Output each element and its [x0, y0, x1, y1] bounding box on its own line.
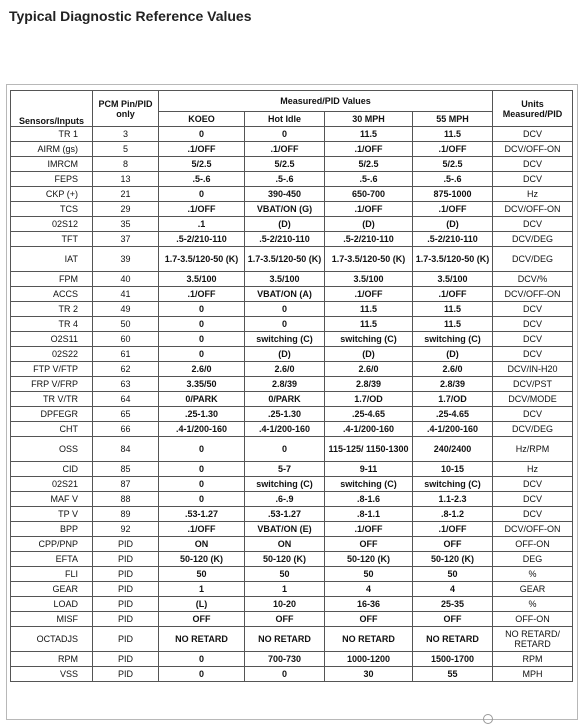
value-cell: .5-2/210-110: [413, 232, 493, 247]
pin-cell: PID: [93, 612, 159, 627]
pin-cell: PID: [93, 537, 159, 552]
pin-cell: PID: [93, 652, 159, 667]
sensor-name-cell: 02S22: [11, 347, 93, 362]
value-cell: 25-35: [413, 597, 493, 612]
page-title: Typical Diagnostic Reference Values: [9, 8, 252, 24]
value-cell: 50-120 (K): [245, 552, 325, 567]
value-cell: 11.5: [413, 127, 493, 142]
value-cell: NO RETARD: [413, 627, 493, 652]
value-cell: 50-120 (K): [159, 552, 245, 567]
header-koeo: KOEO: [159, 112, 245, 127]
value-cell: 2.6/0: [325, 362, 413, 377]
table-row: [11, 202, 573, 217]
value-cell: .1/OFF: [159, 522, 245, 537]
value-cell: 0: [245, 127, 325, 142]
value-cell: .1/OFF: [245, 142, 325, 157]
units-cell: DCV: [493, 347, 573, 362]
value-cell: 1.7-3.5/120-50 (K): [413, 247, 493, 272]
value-cell: switching (C): [413, 477, 493, 492]
units-cell: OFF-ON: [493, 537, 573, 552]
value-cell: 1: [159, 582, 245, 597]
units-cell: DCV/OFF-ON: [493, 142, 573, 157]
table-row: [11, 522, 573, 537]
value-cell: .25-1.30: [159, 407, 245, 422]
value-cell: .4-1/200-160: [325, 422, 413, 437]
value-cell: ON: [245, 537, 325, 552]
sensor-name-cell: FRP V/FRP: [11, 377, 93, 392]
pin-cell: 62: [93, 362, 159, 377]
pin-cell: 3: [93, 127, 159, 142]
pin-cell: 88: [93, 492, 159, 507]
value-cell: 50: [159, 567, 245, 582]
value-cell: .53-1.27: [245, 507, 325, 522]
value-cell: 3.5/100: [413, 272, 493, 287]
sensor-name-cell: TFT: [11, 232, 93, 247]
table-row: [11, 652, 573, 667]
header-measured: Measured/PID Values: [159, 91, 493, 112]
value-cell: 5-7: [245, 462, 325, 477]
value-cell: 0: [159, 477, 245, 492]
table-body: [11, 127, 573, 682]
value-cell: (D): [413, 347, 493, 362]
sensor-name-cell: TR 4: [11, 317, 93, 332]
pin-cell: 21: [93, 187, 159, 202]
header-units: Units Measured/PID: [493, 91, 573, 127]
table-row: [11, 272, 573, 287]
value-cell: 0: [159, 317, 245, 332]
value-cell: .1/OFF: [325, 202, 413, 217]
sensor-name-cell: CPP/PNP: [11, 537, 93, 552]
value-cell: VBAT/ON (A): [245, 287, 325, 302]
table-row: [11, 537, 573, 552]
units-cell: MPH: [493, 667, 573, 682]
value-cell: 11.5: [325, 302, 413, 317]
sensor-name-cell: OCTADJS: [11, 627, 93, 652]
value-cell: 11.5: [325, 127, 413, 142]
value-cell: 2.8/39: [245, 377, 325, 392]
value-cell: .1/OFF: [325, 142, 413, 157]
value-cell: .5-.6: [413, 172, 493, 187]
sensor-name-cell: FEPS: [11, 172, 93, 187]
value-cell: switching (C): [245, 477, 325, 492]
value-cell: 700-730: [245, 652, 325, 667]
units-cell: DCV: [493, 492, 573, 507]
table-row: [11, 407, 573, 422]
pin-cell: PID: [93, 552, 159, 567]
units-cell: DCV: [493, 317, 573, 332]
units-cell: DCV: [493, 157, 573, 172]
value-cell: .8-1.2: [413, 507, 493, 522]
pin-cell: 65: [93, 407, 159, 422]
value-cell: OFF: [325, 537, 413, 552]
value-cell: (D): [245, 217, 325, 232]
value-cell: .1/OFF: [413, 287, 493, 302]
sensor-name-cell: 02S21: [11, 477, 93, 492]
value-cell: .1/OFF: [159, 142, 245, 157]
value-cell: 4: [325, 582, 413, 597]
value-cell: 0: [159, 332, 245, 347]
header-30mph: 30 MPH: [325, 112, 413, 127]
pin-cell: 13: [93, 172, 159, 187]
pin-cell: 41: [93, 287, 159, 302]
value-cell: 0: [159, 302, 245, 317]
pin-cell: 63: [93, 377, 159, 392]
sensor-name-cell: TR 1: [11, 127, 93, 142]
value-cell: (D): [325, 217, 413, 232]
units-cell: DCV: [493, 217, 573, 232]
sensor-name-cell: FLI: [11, 567, 93, 582]
value-cell: VBAT/ON (G): [245, 202, 325, 217]
table-row: [11, 127, 573, 142]
units-cell: DCV/OFF-ON: [493, 202, 573, 217]
value-cell: .4-1/200-160: [159, 422, 245, 437]
sensor-name-cell: ACCS: [11, 287, 93, 302]
sensor-name-cell: OSS: [11, 437, 93, 462]
table-row: [11, 172, 573, 187]
value-cell: 11.5: [325, 317, 413, 332]
units-cell: Hz: [493, 462, 573, 477]
value-cell: 0: [245, 317, 325, 332]
units-cell: %: [493, 597, 573, 612]
value-cell: .25-4.65: [325, 407, 413, 422]
pin-cell: 35: [93, 217, 159, 232]
value-cell: 5/2.5: [325, 157, 413, 172]
value-cell: 5/2.5: [413, 157, 493, 172]
sensor-name-cell: CHT: [11, 422, 93, 437]
units-cell: RPM: [493, 652, 573, 667]
table-row: [11, 667, 573, 682]
table-row: [11, 377, 573, 392]
table-row: [11, 612, 573, 627]
value-cell: 0: [245, 437, 325, 462]
sensor-name-cell: LOAD: [11, 597, 93, 612]
value-cell: 1.1-2.3: [413, 492, 493, 507]
pin-cell: 85: [93, 462, 159, 477]
units-cell: DCV: [493, 172, 573, 187]
value-cell: 240/2400: [413, 437, 493, 462]
value-cell: 1.7/OD: [413, 392, 493, 407]
value-cell: 1.7/OD: [325, 392, 413, 407]
pin-cell: 39: [93, 247, 159, 272]
table-row: [11, 582, 573, 597]
value-cell: 1000-1200: [325, 652, 413, 667]
units-cell: Hz: [493, 187, 573, 202]
table-row: [11, 552, 573, 567]
table-row: [11, 362, 573, 377]
reference-values-table: [10, 90, 573, 682]
value-cell: 0/PARK: [159, 392, 245, 407]
value-cell: 2.8/39: [413, 377, 493, 392]
header-hot-idle: Hot Idle: [245, 112, 325, 127]
value-cell: 1.7-3.5/120-50 (K): [325, 247, 413, 272]
value-cell: .1/OFF: [325, 287, 413, 302]
table-row: [11, 392, 573, 407]
value-cell: 11.5: [413, 317, 493, 332]
units-cell: NO RETARD/ RETARD: [493, 627, 573, 652]
value-cell: 3.5/100: [325, 272, 413, 287]
pin-cell: 49: [93, 302, 159, 317]
table-row: [11, 507, 573, 522]
value-cell: 30: [325, 667, 413, 682]
pin-cell: 64: [93, 392, 159, 407]
value-cell: 16-36: [325, 597, 413, 612]
value-cell: 0: [159, 127, 245, 142]
value-cell: 2.8/39: [325, 377, 413, 392]
sensor-name-cell: GEAR: [11, 582, 93, 597]
value-cell: (D): [325, 347, 413, 362]
units-cell: DCV/DEG: [493, 232, 573, 247]
value-cell: .4-1/200-160: [245, 422, 325, 437]
table-row: [11, 157, 573, 172]
value-cell: .1/OFF: [159, 202, 245, 217]
sensor-name-cell: TP V: [11, 507, 93, 522]
value-cell: .1: [159, 217, 245, 232]
table-row: [11, 317, 573, 332]
value-cell: switching (C): [325, 332, 413, 347]
units-cell: OFF-ON: [493, 612, 573, 627]
pin-cell: PID: [93, 667, 159, 682]
sensor-name-cell: FPM: [11, 272, 93, 287]
value-cell: 2.6/0: [159, 362, 245, 377]
sensor-name-cell: CID: [11, 462, 93, 477]
value-cell: 50: [245, 567, 325, 582]
units-cell: DCV: [493, 407, 573, 422]
units-cell: DCV/IN-H20: [493, 362, 573, 377]
value-cell: 1: [245, 582, 325, 597]
value-cell: NO RETARD: [245, 627, 325, 652]
pin-cell: PID: [93, 582, 159, 597]
sensor-name-cell: DPFEGR: [11, 407, 93, 422]
units-cell: DCV/OFF-ON: [493, 287, 573, 302]
value-cell: .5-2/210-110: [245, 232, 325, 247]
value-cell: 115-125/ 1150-1300: [325, 437, 413, 462]
sensor-name-cell: AIRM (gs): [11, 142, 93, 157]
value-cell: OFF: [325, 612, 413, 627]
sensor-name-cell: IAT: [11, 247, 93, 272]
sensor-name-cell: VSS: [11, 667, 93, 682]
pin-cell: 84: [93, 437, 159, 462]
scroll-indicator-icon: [483, 714, 493, 724]
units-cell: DCV: [493, 332, 573, 347]
value-cell: (D): [245, 347, 325, 362]
pin-cell: PID: [93, 597, 159, 612]
value-cell: .25-4.65: [413, 407, 493, 422]
units-cell: DCV: [493, 477, 573, 492]
value-cell: 10-15: [413, 462, 493, 477]
table-row: [11, 232, 573, 247]
value-cell: 0: [245, 302, 325, 317]
table-row: [11, 477, 573, 492]
units-cell: DCV: [493, 507, 573, 522]
units-cell: %: [493, 567, 573, 582]
sensor-name-cell: TR V/TR: [11, 392, 93, 407]
pin-cell: PID: [93, 567, 159, 582]
pin-cell: 8: [93, 157, 159, 172]
value-cell: VBAT/ON (E): [245, 522, 325, 537]
value-cell: 50-120 (K): [325, 552, 413, 567]
value-cell: 390-450: [245, 187, 325, 202]
value-cell: 3.5/100: [245, 272, 325, 287]
value-cell: .8-1.6: [325, 492, 413, 507]
table-row: [11, 437, 573, 462]
value-cell: 5/2.5: [159, 157, 245, 172]
table-row: [11, 422, 573, 437]
value-cell: .1/OFF: [325, 522, 413, 537]
table-row: [11, 302, 573, 317]
value-cell: 0: [159, 187, 245, 202]
header-55mph: 55 MPH: [413, 112, 493, 127]
sensor-name-cell: BPP: [11, 522, 93, 537]
value-cell: .5-.6: [245, 172, 325, 187]
pin-cell: 50: [93, 317, 159, 332]
value-cell: 4: [413, 582, 493, 597]
pin-cell: 61: [93, 347, 159, 362]
value-cell: 0: [159, 492, 245, 507]
value-cell: 5/2.5: [245, 157, 325, 172]
value-cell: 1.7-3.5/120-50 (K): [159, 247, 245, 272]
value-cell: 0: [159, 462, 245, 477]
units-cell: Hz/RPM: [493, 437, 573, 462]
value-cell: 0/PARK: [245, 392, 325, 407]
value-cell: 0: [245, 667, 325, 682]
value-cell: .25-1.30: [245, 407, 325, 422]
value-cell: 2.6/0: [413, 362, 493, 377]
units-cell: DCV/MODE: [493, 392, 573, 407]
value-cell: (D): [413, 217, 493, 232]
table-row: [11, 492, 573, 507]
table-row: [11, 247, 573, 272]
units-cell: DEG: [493, 552, 573, 567]
value-cell: 0: [159, 652, 245, 667]
value-cell: 3.35/50: [159, 377, 245, 392]
sensor-name-cell: O2S11: [11, 332, 93, 347]
value-cell: 3.5/100: [159, 272, 245, 287]
pin-cell: 60: [93, 332, 159, 347]
pin-cell: PID: [93, 627, 159, 652]
units-cell: DCV/PST: [493, 377, 573, 392]
value-cell: 55: [413, 667, 493, 682]
sensor-name-cell: MAF V: [11, 492, 93, 507]
table-row: [11, 347, 573, 362]
pin-cell: 66: [93, 422, 159, 437]
units-cell: GEAR: [493, 582, 573, 597]
value-cell: 0: [159, 667, 245, 682]
value-cell: 650-700: [325, 187, 413, 202]
value-cell: switching (C): [325, 477, 413, 492]
table-row: [11, 217, 573, 232]
value-cell: switching (C): [413, 332, 493, 347]
sensor-name-cell: EFTA: [11, 552, 93, 567]
value-cell: .5-2/210-110: [325, 232, 413, 247]
units-cell: DCV/%: [493, 272, 573, 287]
value-cell: .5-.6: [159, 172, 245, 187]
table-row: [11, 627, 573, 652]
value-cell: 10-20: [245, 597, 325, 612]
pin-cell: 40: [93, 272, 159, 287]
sensor-name-cell: TCS: [11, 202, 93, 217]
sensor-name-cell: 02S12: [11, 217, 93, 232]
value-cell: .1/OFF: [413, 202, 493, 217]
header-pin: PCM Pin/PID only: [93, 91, 159, 127]
value-cell: 9-11: [325, 462, 413, 477]
value-cell: (L): [159, 597, 245, 612]
units-cell: DCV/OFF-ON: [493, 522, 573, 537]
sensor-name-cell: FTP V/FTP: [11, 362, 93, 377]
value-cell: 0: [159, 437, 245, 462]
value-cell: 1.7-3.5/120-50 (K): [245, 247, 325, 272]
table-row: [11, 332, 573, 347]
value-cell: .6-.9: [245, 492, 325, 507]
value-cell: OFF: [413, 612, 493, 627]
table-row: [11, 567, 573, 582]
value-cell: .1/OFF: [159, 287, 245, 302]
value-cell: NO RETARD: [159, 627, 245, 652]
value-cell: 875-1000: [413, 187, 493, 202]
value-cell: 2.6/0: [245, 362, 325, 377]
header-sensors: Sensors/Inputs: [11, 91, 93, 127]
table-row: [11, 287, 573, 302]
sensor-name-cell: MISF: [11, 612, 93, 627]
units-cell: DCV: [493, 302, 573, 317]
value-cell: .4-1/200-160: [413, 422, 493, 437]
value-cell: OFF: [413, 537, 493, 552]
value-cell: switching (C): [245, 332, 325, 347]
value-cell: 1500-1700: [413, 652, 493, 667]
pin-cell: 5: [93, 142, 159, 157]
value-cell: 11.5: [413, 302, 493, 317]
table-row: [11, 597, 573, 612]
pin-cell: 37: [93, 232, 159, 247]
pin-cell: 29: [93, 202, 159, 217]
table-row: [11, 462, 573, 477]
value-cell: .8-1.1: [325, 507, 413, 522]
value-cell: .5-.6: [325, 172, 413, 187]
pin-cell: 87: [93, 477, 159, 492]
pin-cell: 89: [93, 507, 159, 522]
value-cell: OFF: [245, 612, 325, 627]
pin-cell: 92: [93, 522, 159, 537]
value-cell: NO RETARD: [325, 627, 413, 652]
sensor-name-cell: CKP (+): [11, 187, 93, 202]
units-cell: DCV: [493, 127, 573, 142]
units-cell: DCV/DEG: [493, 422, 573, 437]
value-cell: .1/OFF: [413, 142, 493, 157]
value-cell: 0: [159, 347, 245, 362]
value-cell: 50: [413, 567, 493, 582]
sensor-name-cell: IMRCM: [11, 157, 93, 172]
value-cell: OFF: [159, 612, 245, 627]
value-cell: 50: [325, 567, 413, 582]
value-cell: .53-1.27: [159, 507, 245, 522]
value-cell: .5-2/210-110: [159, 232, 245, 247]
table-row: [11, 187, 573, 202]
value-cell: .1/OFF: [413, 522, 493, 537]
sensor-name-cell: TR 2: [11, 302, 93, 317]
value-cell: ON: [159, 537, 245, 552]
units-cell: DCV/DEG: [493, 247, 573, 272]
sensor-name-cell: RPM: [11, 652, 93, 667]
table-row: [11, 142, 573, 157]
value-cell: 50-120 (K): [413, 552, 493, 567]
